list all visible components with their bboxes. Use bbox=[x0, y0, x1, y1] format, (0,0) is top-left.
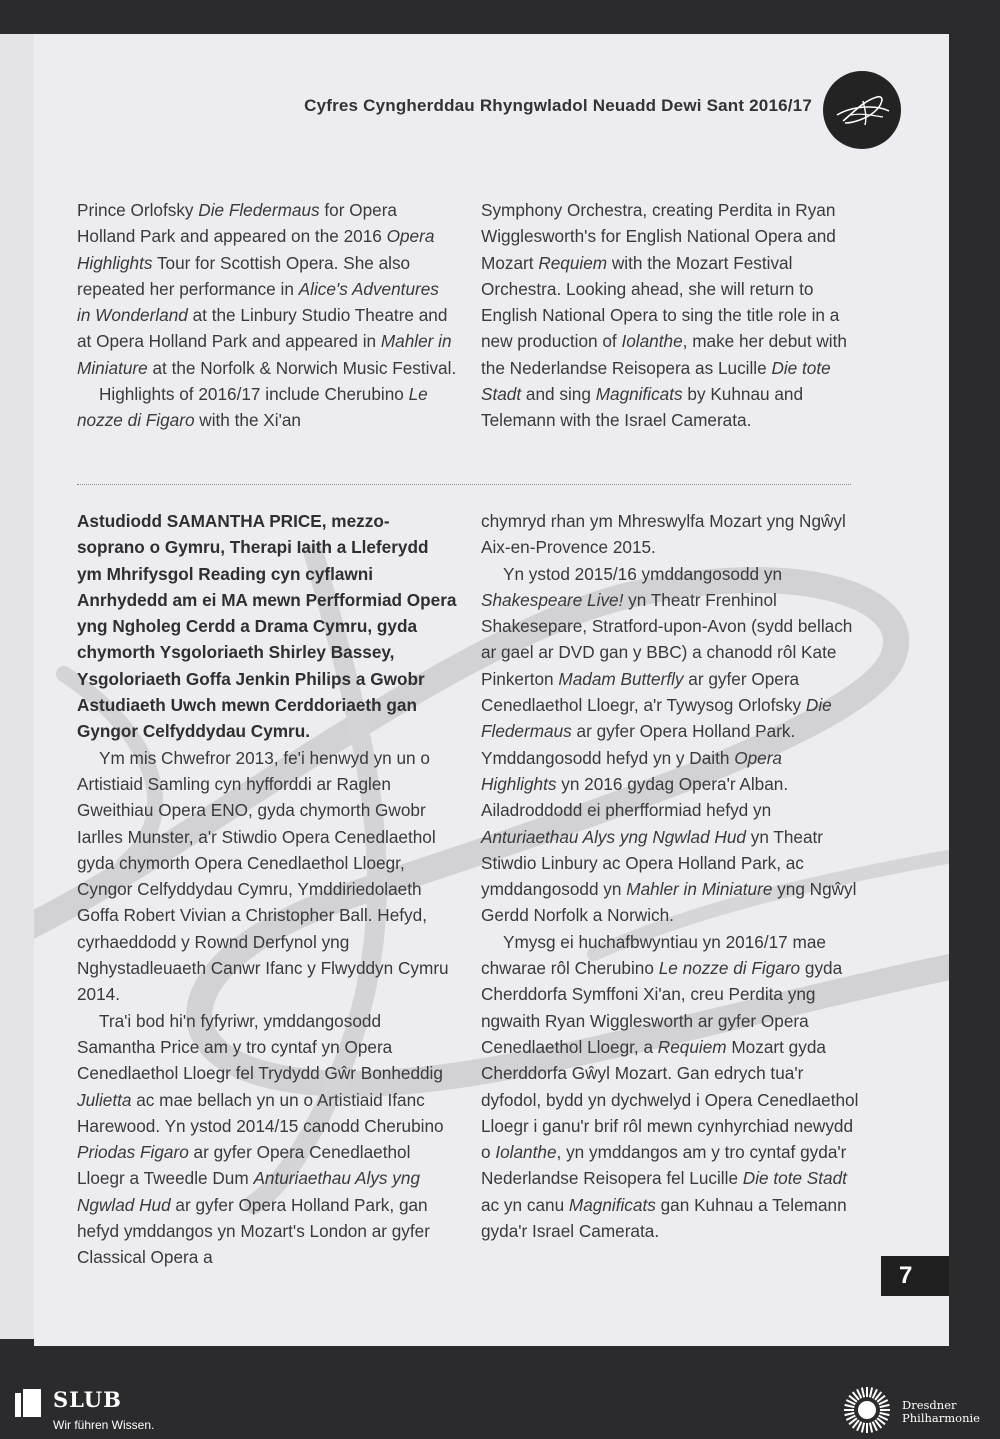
work-title: Shakespeare Live! bbox=[481, 589, 624, 610]
bio-paragraph bbox=[77, 197, 457, 381]
bio-paragraph bbox=[481, 197, 859, 434]
text-run: with the Xi'an bbox=[194, 410, 301, 431]
work-title: Mahler in Miniature bbox=[626, 879, 773, 900]
slub-logo-text: SLUB bbox=[53, 1387, 122, 1412]
booklet-page bbox=[34, 34, 949, 1346]
welsh-bio-column-1 bbox=[77, 508, 457, 1271]
text-run: ar gyfer Opera Cenedlaethol Lloegr, a'r Tywysog Orlofsky bbox=[481, 668, 806, 716]
partner-logo-text bbox=[902, 1399, 980, 1425]
bio-paragraph bbox=[481, 508, 859, 561]
work-title: Iolanthe bbox=[495, 1142, 557, 1163]
text-run: ar gyfer Opera Cenedlaethol Lloegr a Tweedle Dum bbox=[77, 1142, 411, 1189]
work-title: Die tote Stadt bbox=[481, 357, 831, 405]
text-run: at the Norfolk & Norwich Music Festival. bbox=[147, 357, 457, 378]
page-number-tab bbox=[881, 1256, 949, 1296]
adjacent-page-edge bbox=[0, 34, 34, 1339]
work-title: Anturiaethau Alys yng Ngwlad Hud bbox=[77, 1168, 420, 1215]
text-run: Mozart gyda Cherddorfa Gŵyl Mozart. Gan edrych tua'r dyfodol, bydd yn dychwelyd i Opera Cenedlaethol Lloegr i ganu'r brif rôl mewn cynhyrchiad newydd o bbox=[481, 1036, 859, 1163]
text-run: with the Mozart Festival Orchestra. Looking ahead, she will return to English National Opera to sing the title role in a new production of bbox=[481, 252, 840, 352]
work-title: Anturiaethau Alys yng Ngwlad Hud bbox=[481, 826, 746, 847]
partner-name-line1: Dresdner bbox=[902, 1398, 957, 1412]
text-run: yn Theatr Frenhinol Shakesepare, Stratford-upon-Avon (sydd bellach ar gael ar DVD gan y BBC) a chanodd rôl Kate Pinkerton bbox=[481, 589, 853, 689]
slub-tagline: Wir führen Wissen. bbox=[53, 1418, 155, 1432]
text-run: yng Ngŵyl Gerdd Norfolk a Norwich. bbox=[481, 879, 857, 926]
text-run: Tra'i bod hi'n fyfyriwr, ymddangosodd Samantha Price am y tro cyntaf yn Opera Cenedlaethol Lloegr fel Trydydd Gŵr Bonheddig bbox=[77, 1010, 443, 1084]
text-run: chymryd rhan ym Mhreswylfa Mozart yng Ngŵyl Aix-en-Provence 2015. bbox=[481, 511, 846, 558]
work-title: Requiem bbox=[538, 252, 608, 273]
work-title: Le nozze di Figaro bbox=[77, 384, 428, 431]
english-bio-column-1 bbox=[77, 197, 457, 434]
work-title: Opera Highlights bbox=[77, 226, 435, 273]
text-run: Symphony Orchestra, creating Perdita in Ryan Wigglesworth's for English National Opera and Mozart bbox=[481, 200, 836, 273]
text-run: ac mae bellach yn un o Artistiaid Ifanc Harewood. Yn ystod 2014/15 canodd Cherubino bbox=[77, 1089, 444, 1136]
work-title: Magnificats bbox=[568, 1194, 656, 1215]
text-run: gan Kuhnau a Telemann gyda'r Israel Camerata. bbox=[481, 1194, 847, 1242]
work-title: Die tote Stadt bbox=[742, 1168, 847, 1189]
work-title: Mahler in Miniature bbox=[77, 331, 452, 378]
bio-paragraph bbox=[481, 929, 859, 1245]
text-run: Prince Orlofsky bbox=[77, 200, 199, 220]
bio-paragraph bbox=[77, 745, 457, 1008]
sunburst-logo-icon bbox=[842, 1386, 892, 1434]
signature-logo-icon bbox=[823, 71, 901, 149]
english-bio-column-2 bbox=[481, 197, 859, 434]
work-title: Alice's Adventures in Wonderland bbox=[77, 278, 439, 326]
text-run: and sing bbox=[521, 384, 596, 405]
text-run: ac yn canu bbox=[481, 1194, 569, 1215]
text-run: by Kuhnau and Telemann with the Israel Camerata. bbox=[481, 384, 804, 431]
series-title: Cyfres Cyngherddau Rhyngwladol Neuadd Dewi Sant 2016/17 bbox=[304, 96, 812, 115]
work-title: Madam Butterfly bbox=[558, 668, 684, 689]
bio-paragraph bbox=[77, 381, 457, 434]
text-run: ar gyfer Opera Holland Park, gan hefyd ymddangos yn Mozart's London ar gyfer Classical Opera a bbox=[77, 1194, 430, 1268]
section-divider bbox=[77, 484, 851, 485]
text-run: at the Linbury Studio Theatre and at Opera Holland Park and appeared in bbox=[77, 305, 448, 352]
text-run: gyda Cherddorfa Symffoni Xi'an, creu Perdita yng ngwaith Ryan Wigglesworth ar gyfer Opera Cenedlaethol Lloegr, a bbox=[481, 958, 843, 1057]
text-run: yn 2016 gydag Opera'r Alban. Ailadroddodd ei pherfformiad hefyd yn bbox=[481, 773, 789, 821]
bio-lead-paragraph bbox=[77, 508, 457, 745]
text-run: Tour for Scottish Opera. She also repeated her performance in bbox=[77, 252, 411, 299]
bio-paragraph bbox=[77, 1008, 457, 1271]
work-title: Iolanthe bbox=[621, 331, 683, 352]
work-title: Die Fledermaus bbox=[481, 695, 832, 742]
work-title: Julietta bbox=[77, 1089, 132, 1110]
text-run: Ym mis Chwefror 2013, fe'i henwyd yn un o Artistiaid Samling cyn hyfforddi ar Raglen Gweithiau Opera ENO, gyda chymorth Gwobr Iarlles Munster, a'r Stiwdio Opera Cenedlaethol gyda chymorth Opera Cenedlaethol Lloegr, Cyngor Celfyddydau Cymru, Ymddiriedolaeth Goffa Robert Vivian a Christopher Ball. Hefyd, cyrhaeddodd y Rownd Derfynol yng Nghystadleuaeth Canwr Ifanc y Flwyddyn Cymru 2014. bbox=[77, 747, 449, 1005]
work-title: Die Fledermaus bbox=[198, 200, 320, 220]
text-run: , yn ymddangos am y tro cyntaf gyda'r Nederlandse Reisopera fel Lucille bbox=[481, 1142, 847, 1189]
work-title: Magnificats bbox=[595, 384, 683, 405]
work-title: Le nozze di Figaro bbox=[658, 958, 801, 979]
text-run: Ymysg ei huchafbwyntiau yn 2016/17 mae chwarae rôl Cherubino bbox=[481, 931, 826, 979]
bio-paragraph bbox=[481, 561, 859, 929]
text-run: Yn ystod 2015/16 ymddangosodd yn bbox=[503, 563, 783, 584]
work-title: Opera Highlights bbox=[481, 747, 782, 794]
work-title: Priodas Figaro bbox=[77, 1142, 189, 1163]
text-run: Astudiodd SAMANTHA PRICE, mezzo-soprano o Gymru, Therapi Iaith a Lleferydd ym Mhrifysgol Reading cyn cyflawni Anrhydedd am ei MA mewn Perfformiad Opera yng Ngholeg Cerdd a Drama Cymru, gyda chymorth Ysgoloriaeth Shirley Bassey, Ysgoloriaeth Goffa Jenkin Philips a Gwobr Astudiaeth Uwch mewn Cerddoriaeth gan Gyngor Celfyddydau Cymru. bbox=[77, 511, 457, 742]
text-run: Highlights of 2016/17 include Cherubino bbox=[99, 384, 409, 405]
text-run: , make her debut with the Nederlandse Reisopera as Lucille bbox=[481, 331, 847, 378]
work-title: Requiem bbox=[657, 1036, 727, 1057]
partner-name-line2: Philharmonie bbox=[902, 1411, 980, 1425]
page-number: 7 bbox=[899, 1262, 913, 1289]
book-icon bbox=[15, 1389, 41, 1419]
footer-bar bbox=[0, 1385, 1000, 1435]
text-run: for Opera Holland Park and appeared on the 2016 bbox=[77, 200, 397, 247]
text-run: ar gyfer Opera Holland Park. Ymddangosodd hefyd yn y Daith bbox=[481, 721, 796, 768]
welsh-bio-column-2 bbox=[481, 508, 859, 1244]
text-run: yn Theatr Stiwdio Linbury ac Opera Holland Park, ac ymddangosodd yn bbox=[481, 826, 824, 900]
